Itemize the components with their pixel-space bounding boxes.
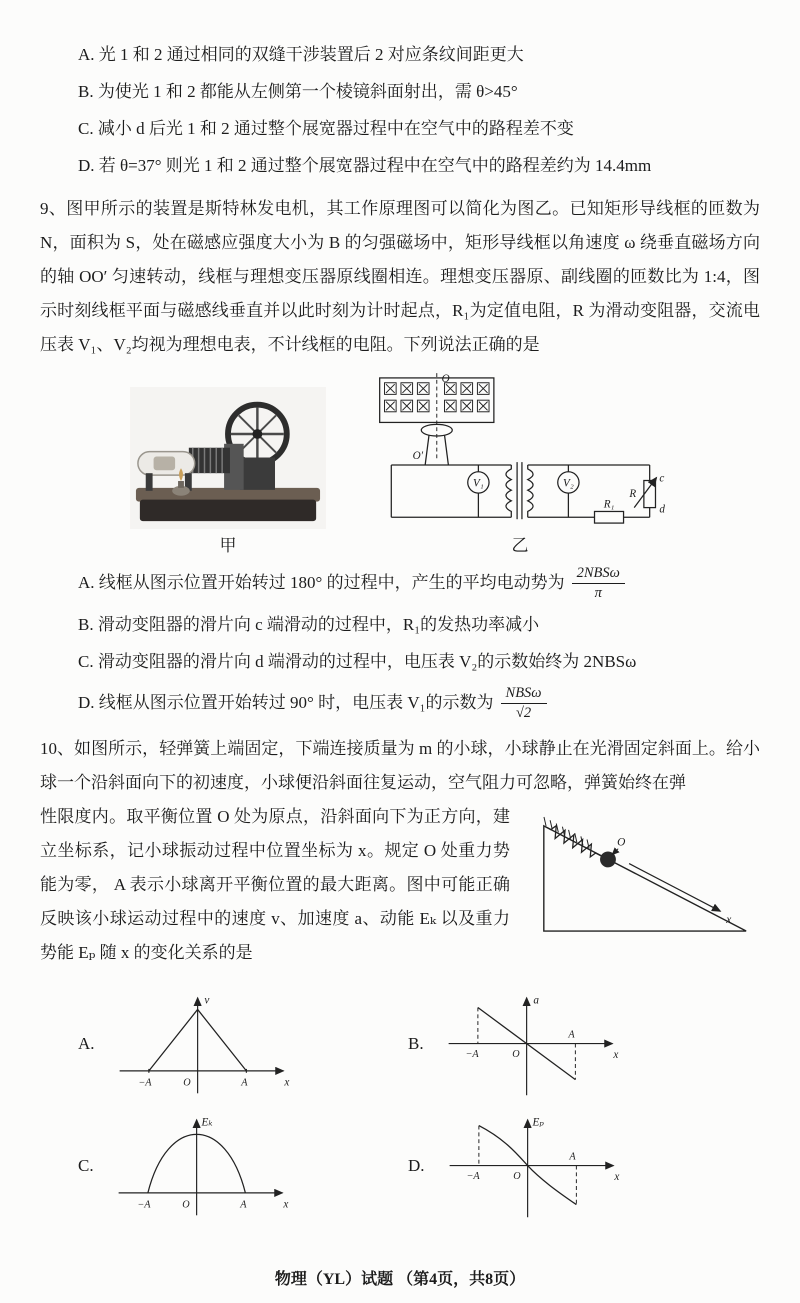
- primary-circuit-wires: [391, 465, 511, 517]
- voltmeter-v2-label: V₂: [563, 477, 574, 490]
- tick-label-a: A: [567, 1029, 575, 1041]
- q9-option-b: B. 滑动变阻器的滑片向 c 端滑动的过程中，R₁的发热功率减小: [78, 615, 540, 634]
- tick-label-o: O: [181, 1199, 190, 1211]
- question10-figure: [522, 804, 760, 948]
- tick-label-o: O: [512, 1171, 521, 1183]
- resistor-r1: [595, 511, 624, 523]
- transformer-primary-coil: [506, 465, 511, 517]
- voltmeter-v1-label: V₁: [473, 477, 484, 490]
- graph-cell-a: [78, 988, 408, 1100]
- q9-option-d: [40, 680, 760, 726]
- coil-lead-left: [425, 435, 429, 465]
- fraction-numerator: 2NBSω: [572, 565, 625, 584]
- y-axis-label: Eₚ: [532, 1116, 544, 1129]
- spring-and-ball: [537, 817, 619, 870]
- axis-label-o-prime: O′: [412, 450, 424, 463]
- figure-jia: [130, 387, 326, 556]
- q9-option-a: [40, 560, 760, 606]
- coil-lead-right: [445, 435, 449, 465]
- graph-row-1: [40, 988, 760, 1100]
- q8-option-d: D. 若 θ=37° 则光 1 和 2 通过整个展宽器过程中在空气中的路程差约为 14.4mm: [78, 156, 652, 175]
- graph-row-2: [40, 1110, 760, 1222]
- engine-base: [140, 500, 316, 522]
- tick-label-minus-a: −A: [465, 1049, 479, 1061]
- y-axis-label: v: [203, 994, 209, 1007]
- tick-label-a: A: [568, 1151, 576, 1163]
- x-axis-label: x: [726, 914, 732, 927]
- graph-d-potential-energy-vs-x: [435, 1110, 630, 1222]
- q9-option-d-text: D. 线框从图示位置开始转过 90° 时，电压表 V₁的示数为: [78, 693, 494, 712]
- q9-option-a-fraction: [572, 565, 625, 601]
- y-axis-label: a: [533, 994, 539, 1007]
- graph-d-key: D.: [408, 1156, 425, 1176]
- terminal-d-label: d: [659, 503, 665, 516]
- origin-label: O: [617, 836, 626, 849]
- circuit-diagram: [370, 372, 670, 529]
- question9-figures: [40, 372, 760, 556]
- tube-support-left: [146, 473, 153, 491]
- terminal-c-label: c: [659, 472, 665, 485]
- q8-option-c: C. 减小 d 后光 1 和 2 通过整个展宽器过程中在空气中的路程差不变: [78, 119, 574, 138]
- graph-a-velocity-vs-x: [105, 988, 300, 1100]
- tick-label-o: O: [182, 1077, 191, 1089]
- question10-graphs: [40, 988, 760, 1222]
- tick-label-minus-a: −A: [137, 1077, 152, 1089]
- q9-option-a-text: A. 线框从图示位置开始转过 180° 的过程中，产生的平均电动势为: [78, 573, 565, 592]
- question9-options: [40, 560, 760, 726]
- tick-label-o: O: [511, 1049, 520, 1061]
- figure-jia-label: 甲: [219, 536, 237, 555]
- tick-label-minus-a: −A: [136, 1199, 151, 1211]
- origin-pointer-arrow: [612, 849, 618, 855]
- transformer-secondary-coil: [528, 465, 533, 517]
- rheostat-r-label: R: [629, 487, 637, 500]
- page-footer: 物理（YL）试题 （第4页，共8页）: [274, 1271, 526, 1288]
- incline-triangle: [544, 826, 746, 931]
- fraction-numerator: NBSω: [501, 685, 547, 704]
- tick-label-minus-a: −A: [465, 1171, 480, 1183]
- question10: [40, 732, 760, 1222]
- graph-cell-c: [78, 1110, 408, 1222]
- fixed-wall-hatching: [541, 817, 593, 848]
- question9-stem: 9、图甲所示的装置是斯特林发电机，其工作原理图可以简化为图乙。已知矩形导线框的匝数为 N，面积为 S，处在磁感应强度大小为 B 的匀强磁场中，矩形导线框以角速度 ω 绕垂直磁场方向的轴 OO′ 匀速转动，线框与理想变压器原线圈相连。理想变压器原、副线圈的匝数比为 1:4，图示时刻线框平面与磁感线垂直并以此时刻为计时起点，R₁为定值电阻，R 为滑动变阻器，交流电压表 V₁、V₂均视为理想电表，不计线框的电阻。下列说法正确的是: [40, 199, 760, 354]
- graph-c-key: C.: [78, 1156, 94, 1176]
- fraction-denominator: √2: [515, 704, 532, 721]
- engine-base-top: [136, 488, 320, 502]
- q8-option-b: B. 为使光 1 和 2 都能从左侧第一个棱镜斜面射出，需 θ>45°: [78, 82, 518, 101]
- resistor-r1-label: R₁: [603, 498, 615, 511]
- incline-spring-figure: [522, 804, 760, 943]
- q9-option-d-fraction: [501, 685, 547, 721]
- rheostat-r: [644, 481, 656, 508]
- tick-label-a: A: [239, 1199, 247, 1211]
- question9: [40, 192, 760, 726]
- x-axis-label: x: [283, 1076, 289, 1089]
- y-axis-label: Eₖ: [201, 1116, 213, 1129]
- graph-cell-d: [408, 1110, 738, 1222]
- q9-option-c: C. 滑动变阻器的滑片向 d 端滑动的过程中，电压表 V₂的示数始终为 2NBSω: [78, 652, 637, 671]
- x-axis-label: x: [282, 1198, 288, 1211]
- x-axis-arrow: [629, 864, 720, 912]
- engine-column: [240, 458, 275, 490]
- q8-option-a: A. 光 1 和 2 通过相同的双缝干涉装置后 2 对应条纹间距更大: [78, 45, 524, 64]
- figure-yi: [370, 372, 670, 556]
- glass-displacer-tube: [138, 452, 195, 476]
- graph-a-key: A.: [78, 1034, 95, 1054]
- fraction-denominator: π: [594, 584, 602, 601]
- question10-body: [40, 800, 760, 970]
- graph-cell-b: [408, 988, 738, 1100]
- x-axis-label: x: [612, 1049, 618, 1062]
- question10-stem-part2: 性限度内。取平衡位置 O 处为原点，沿斜面向下为正方向，建立坐标系，记小球振动过程中位置坐标为 x。规定 O 处重力势能为零， A 表示小球离开平衡位置的最大距离。图中可能正确反映该小球运动过程中的速度 v、加速度 a、动能 Eₖ 以及重力势能 Eₚ 随 x 的变化关系的是: [40, 807, 510, 962]
- graph-c-kinetic-energy-vs-x: [104, 1110, 299, 1222]
- rheostat-slider-arrow: [634, 478, 656, 508]
- graph-b-key: B.: [408, 1034, 424, 1054]
- figure-yi-label: 乙: [511, 536, 529, 555]
- x-axis-label: x: [613, 1171, 619, 1184]
- stirling-engine-photo: [130, 387, 326, 529]
- axis-label-o: O: [441, 372, 450, 385]
- tick-label-a: A: [240, 1077, 248, 1089]
- question10-stem-part1: 10、如图所示，轻弹簧上端固定，下端连接质量为 m 的小球，小球静止在光滑固定斜面上。给小球一个沿斜面向下的初速度，小球便沿斜面往复运动，空气阻力可忽略，弹簧始终在弹: [40, 739, 760, 792]
- question8-options: [40, 36, 760, 184]
- graph-b-acceleration-vs-x: [434, 988, 629, 1100]
